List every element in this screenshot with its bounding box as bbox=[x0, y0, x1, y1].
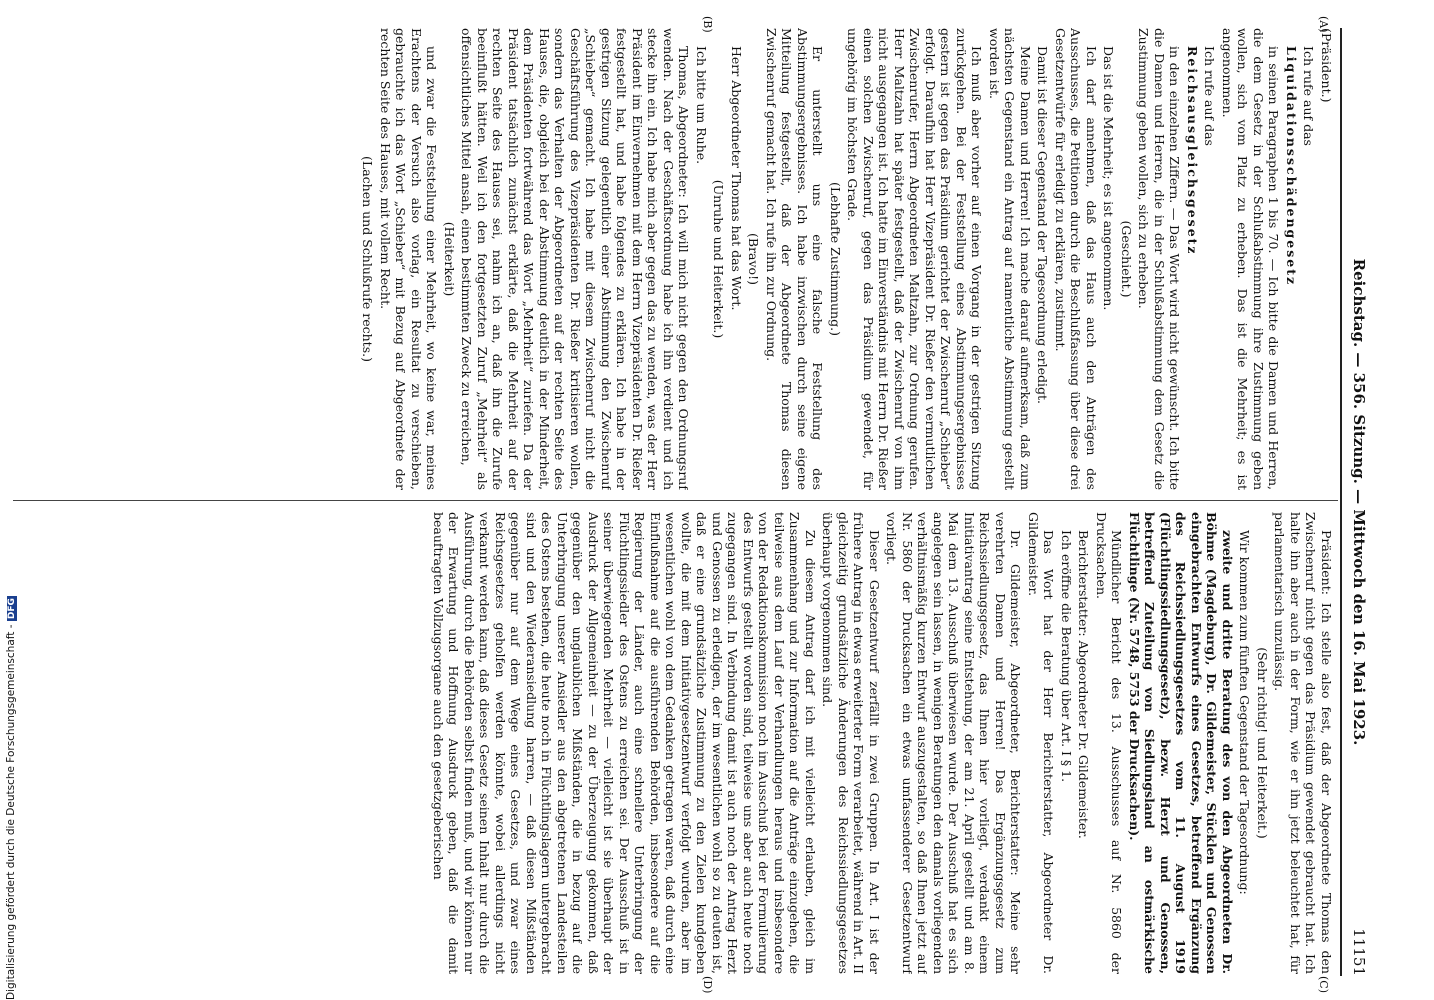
margin-letter-c: (C) bbox=[1317, 976, 1330, 993]
paragraph: Ich bitte um Ruhe. bbox=[694, 46, 709, 165]
paragraph: und zwar die Feststellung einer Mehrheit, wo keine war, meines Erachtens der Versuch also vorlag, ein Resultat zu verschieben, gebrauchte ich das Wort „Schieber“ mit Bezug auf Abgeordnete der rechten Seite des Hauses, mit vollem Recht. bbox=[378, 28, 440, 490]
paragraph: Ich darf annehmen, daß das Haus auch den Anträgen des Ausschusses, die Petitionen durch die Beschlußfassung über diese drei Gesetzentwürfe für erledigt zu erklären, zustimmt. bbox=[1053, 28, 1099, 490]
margin-letter-b: (B) bbox=[701, 16, 714, 33]
paragraph: (Lebhafte Zustimmung.) bbox=[828, 182, 843, 336]
paragraph: Ich muß aber vorher auf einen Vorgang in der gestrigen Sitzung zurückgehen. Bei der Feststellung eines Abstimmungsergebnisses gestern ist gegen das Präsidium gerichtet der Zwischenruf „Schieber“ erfolgt. Daraufhin hat Herr Vizepräsident Dr. Rießer den vermutlichen Zwischenrufer, Herrn Abgeordneten Maltzahn, zur Ordnung gerufen. Herr Maltzahn hat später festgestellt, daß der Zwischenruf von ihm nicht ausgegangen ist. Ich hatte im Einverständnis mit Herrn Dr. Rießer einen solchen Zwischenruf, gegen das Präsidium gewendet, für ungehörig im höchsten Grade. bbox=[845, 28, 985, 490]
paragraph: (Präsident.) bbox=[1319, 28, 1334, 103]
paragraph: Ich eröffne die Beratung über Art. I § 1. bbox=[1059, 530, 1074, 783]
margin-letter-a: (A) bbox=[1317, 16, 1330, 33]
column-divider bbox=[13, 500, 1338, 501]
dfg-logo: DFG bbox=[7, 598, 17, 620]
footer-strip bbox=[0, 0, 22, 1000]
paragraph: Thomas, Abgeordneter: Ich will mich nicht gegen den Ordnungsruf wenden. Nach der Geschäftsordnung habe ich ihn verdient und ich stecke ihn ein. Ich habe mich aber gegen das zu wenden, was der Herr Präsident im Einvernehmen mit dem Herrn Vizepräsidenten Dr. Rießer festgestellt hat, und habe folgendes zu erklären. Ich habe in der gestrigen Sitzung gelegentlich einer Abstimmung den Zwischenruf „Schieber“ gemacht. Ich habe mit diesem Zwischenruf nicht die Geschäftsführung des Vizepräsidenten Dr. Rießer kritisieren wollen, sondern das Verhalten der Abgeordneten auf der rechten Seite des Hauses, die, obgleich bei der Abstimmung deutlich in der Minderheit, dem Präsidenten fortwährend das Wort „Mehrheit“ zuriefen. Da der Präsident tatsächlich zunächst erklärte, daß die Mehrheit auf der rechten Seite des Hauses sei, nahm ich an, daß ihn die Zurufe beeinflußt hätten. Weil ich den fortgesetzten Zuruf „Mehrheit“ als offensichtliches Mittel ansah, einen bestimmten Zweck zu erreichen, bbox=[459, 28, 692, 490]
paragraph: in den einzelnen Ziffern. — Das Wort wird nicht gewünscht. Ich bitte die Damen und Herren, die in der Schlußabstimmung dem Gesetz die Zustimmung geben wollen, sich zu erheben. bbox=[1136, 28, 1183, 490]
paragraph: Damit ist dieser Gegenstand der Tagesordnung erledigt. bbox=[1035, 46, 1051, 405]
left-column bbox=[14, 28, 1334, 490]
page-header bbox=[1342, 28, 1372, 976]
paragraph: (Lachen und Schlußrufe rechts.) bbox=[360, 156, 376, 362]
paragraph: Dr. Gildemeister, Abgeordneter, Berichterstatter: Meine sehr verehrten Damen und Herren! Das Ergänzungsgesetz zum Reichssiedlungsgesetz, das Ihnen hier vorliegt, verdankt einem Initiativantrag seine Entstehung, der am 21. April gestellt und am 8. Mai dem 13. Ausschuß überwiesen wurde. Der Ausschuß hat es sich angelegen sein lassen, in wenigen Beratungen den damals vorliegenden verhältnismäßig kurzen Entwurf auszugestalten, so daß Ihnen jetzt auf Nr. 5860 der Drucksachen ein etwas umfassenderer Gesetzentwurf vorliegt. bbox=[884, 512, 1024, 974]
header-rule bbox=[1340, 28, 1342, 976]
margin-letter-d: (D) bbox=[701, 976, 714, 994]
paragraph: Ich rufe auf das bbox=[1301, 46, 1317, 146]
paragraph: Herr Abgeordneter Thomas hat das Wort. bbox=[729, 46, 744, 311]
paragraph: Reichsausgleichsgesetz bbox=[1185, 46, 1200, 256]
paragraph: Berichterstatter: Abgeordneter Dr. Gildemeister. bbox=[1076, 530, 1092, 839]
page-number: 11151 bbox=[1350, 928, 1368, 976]
paragraph: in seinen Paragraphen 1 bis 70. — Ich bitte die Damen und Herren, die dem Gesetz in der Schlußabstimmung ihre Zustimmung geben wollen, sich vom Platz zu erheben. Das ist die Mehrheit; es ist angenommen. bbox=[1220, 28, 1282, 490]
paragraph: Ich rufe auf das bbox=[1202, 46, 1218, 146]
paragraph: (Bravo!) bbox=[746, 233, 762, 285]
paragraph: (Sehr richtig! und Heiterkeit.) bbox=[1255, 647, 1270, 839]
paragraph: Zu diesem Antrag darf ich mit vielleicht erlauben, gleich im Zusammenhang und zur Information auf die Anträge einzugehen, die teilweise aus dem Lauf der Verhandlungen heraus und insbesondere von der Redaktionskommission noch im Ausschuß bei der Formulierung des Entwurfs gestellt worden sind, teilweise uns aber auch heute noch zugegangen sind. In Verbindung damit ist auch noch der Antrag Herzt und Genossen zu erledigen, der im wesentlichen wohl so zu deuten ist, daß er eine grundsätzliche Zustimmung zu den Zielen kundgeben wollte, die mit dem Initiativgesetzentwurf verfolgt wurden, aber im wesentlichen wohl von dem Gedanken getragen waren, daß durch eine Einflußnahme auf die ausführenden Behörden, insbesondere auf die Regierung der Länder, auch eine schnellere Unterbringung der Flüchtlingssiedler des Ostens zu erreichen sei. Der Ausschuß ist in seiner überwiegenden Mehrheit — vielleicht ist sie überhaupt der Ausdruck der Allgemeinheit — zu der Überzeugung gekommen, daß gegenüber den unglaublichen Mißständen, die in bezug auf die Unterbringung unserer Ansiedler aus den abgetretenen Landesteilen des Ostens bestehen, die heute noch in Flüchtlingslagern untergebracht sind und den Wiederansiedlung harren, — daß diesen Mißständen gegenüber nur auf dem Wege eines Gesetzes, und zwar eines Reichsgesetzes geholfen werden könnte, wobei allerdings nicht verkannt werden kann, daß dieses Gesetz seinen Inhalt nur durch die Ausführung, durch die Behörden selbst finden muß, und wir können nur der Erwartung und Hoffnung Ausdruck geben, daß die damit beauftragten Vollzugsorgane auch den gesetzgeberischen bbox=[431, 512, 818, 974]
header-title: Reichstag. — 356. Sitzung. — Mittwoch den 16. Mai 1923. bbox=[1350, 258, 1368, 746]
paragraph: Das ist die Mehrheit; es ist angenommen. bbox=[1101, 46, 1117, 311]
paragraph: (Heiterkeit) bbox=[442, 221, 457, 297]
paragraph: Präsident: Ich stelle also fest, daß der Abgeordnete Thomas den Zwischenruf nicht gegen das Präsidium gewendet gebraucht hat. Ich halte ihn aber auch in der Form, wie er ihn jetzt beleuchtet hat, für parlamentarisch unzulässig. bbox=[1272, 512, 1334, 974]
paragraph: zweite und dritte Beratung des von den Abgeordneten Dr. Böhme (Magdeburg), Dr. Gildemeister, Stücklen und Genossen eingebrachten Entwurfs eines Gesetzes, betreffend Ergänzung des Reichssiedlungsgesetzes vom 11. August 1919 (Flüchtlingssiedlungsgesetz), bezw. Herzt und Genossen, betreffend Zuteilung von Siedlungsland an ostmärkische Flüchtlinge (Nr. 5748, 5753 der Drucksachen). bbox=[1127, 512, 1235, 974]
paragraph: (Geschieht.) bbox=[1119, 220, 1134, 298]
paragraph: Das Wort hat der Herr Berichterstatter, Abgeordneter Dr. Gildemeister. bbox=[1026, 512, 1057, 974]
paragraph: (Unruhe und Heiterkeit.) bbox=[711, 179, 727, 339]
paragraph: Meine Damen und Herren! Ich mache darauf aufmerksam, daß zum nächsten Gegenstand ein Antrag auf namentliche Abstimmung gestellt worden ist. bbox=[987, 28, 1033, 490]
footer-credit: Digitalisierung gefördert durch die Deutsche Forschungsgemeinschaft - bbox=[5, 624, 17, 1000]
paragraph: Mündlicher Bericht des 13. Ausschusses auf Nr. 5860 der Drucksachen. bbox=[1094, 512, 1125, 974]
right-column bbox=[14, 512, 1334, 974]
paragraph: Liquidationsschädengesetz bbox=[1284, 46, 1299, 287]
paragraph: Er unterstellt uns eine falsche Feststellung des Abstimmungsergebnisses. Ich habe inzwischen durch seine eigene Mitteilung festgestellt, daß der Abgeordnete Thomas diesen Zwischenruf gemacht hat. Ich rufe ihn zur Ordnung. bbox=[764, 28, 826, 490]
paragraph: Dieser Gesetzentwurf zerfällt in zwei Gruppen. In Art. I ist der frühere Antrag in etwas erweiterter Form verarbeitet, während in Art. II gleichzeitig grundsätzliche Änderungen des Reichssiedlungsgesetzes überhaupt vorgenommen sind. bbox=[820, 512, 882, 974]
paragraph: Wir kommen zum fünften Gegenstand der Tagesordnung: bbox=[1237, 530, 1253, 895]
